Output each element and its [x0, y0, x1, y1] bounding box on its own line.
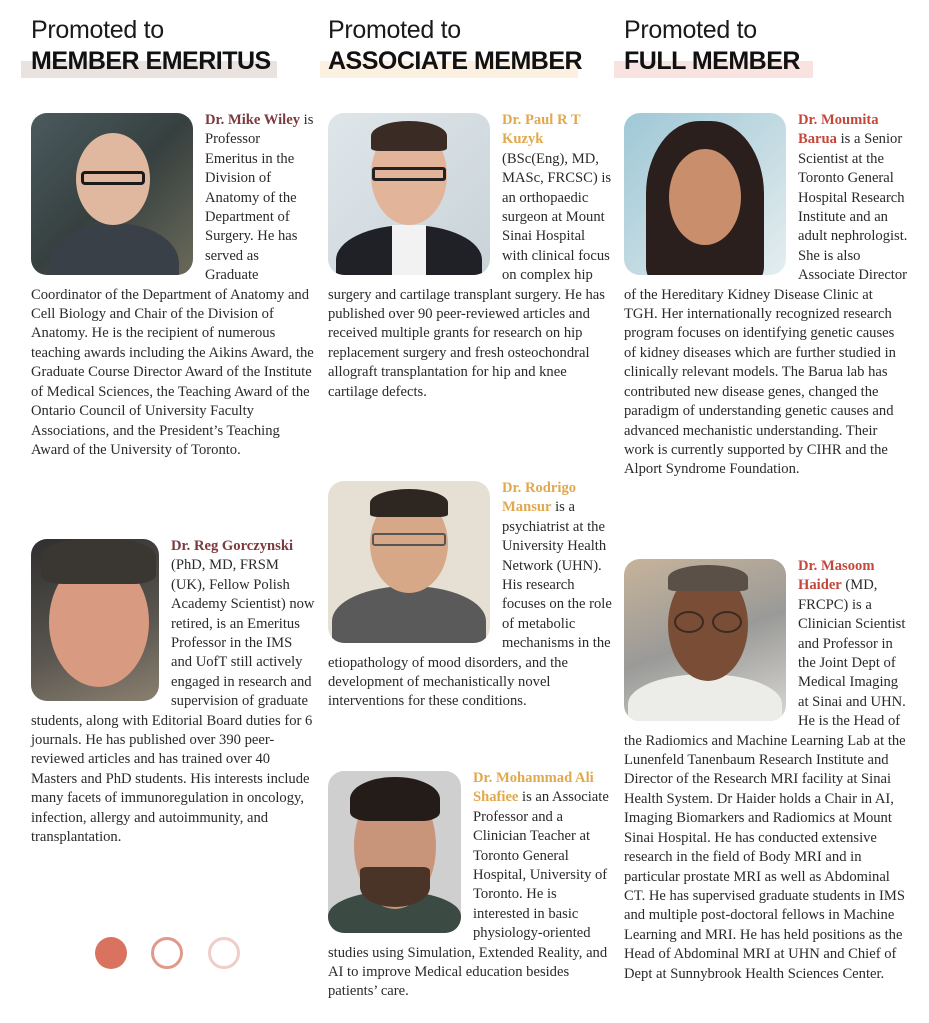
profile-entry [328, 479, 613, 712]
person-name: Dr. Moumita Barua [798, 112, 879, 148]
person-name: Dr. Mike Wiley [205, 112, 300, 128]
profile-photo [31, 539, 159, 701]
column-title: MEMBER EMERITUS [31, 47, 271, 75]
profile-photo [328, 113, 490, 275]
person-name: Dr. Rodrigo Mansur [502, 480, 577, 516]
page-dot[interactable] [208, 937, 240, 969]
person-name: Dr. Masoom Haider [798, 558, 875, 594]
page-dot-active[interactable] [95, 937, 127, 969]
person-bio: (MD, FRCPC) is a Clinician Scientist and Professor in the Joint Dept of Medical Imaging at Sinai and UHN. He is the Head of the Radiomics and Machine Learning Lab at the Lunenfeld Tanenbaum Research Institute and Director of the Research MRI facility at Sinai Health System. Dr Haider holds a Chair in AI, Imaging Biomarkers and Radiomics at Mount Sinai Hospital. He has conducted extensive research in the field of Body MRI and in particular prostate MRI as well as Abdominal CT. He has supervised graduate students in IMS and multiple post-doctoral fellows in Machine Learning and MRI. He has held positions as the Head of Abdominal MRI at UHN and Chief of Dept at Sunnybrook Health Sciences Center. [624, 577, 906, 982]
person-bio: is an Associate Professor and a Clinician Teacher at Toronto General Hospital, University of Toronto. He is interested in basic physiology-oriented studies using Simulation, Extended Reality, and AI to improve Medical education besides patients’ care. [328, 789, 609, 1000]
pagination-dots [95, 937, 255, 971]
profile-photo [328, 481, 490, 643]
profile-photo [624, 113, 786, 275]
person-bio: is Professor Emeritus in the Division of Anatomy of the Department of Surgery. He has served as Graduate Coordinator of the Department of Anatomy and Cell Biology and Chair of the Division of Anatomy. He is the recipient of numerous teaching awards including the Aikins Award, the Graduate Course Director Award of the Institute of Medical Sciences, the Teaching Award of the Ontario Council of University Faculty Associations, and the President’s Teaching Award of the University of Toronto. [31, 112, 314, 458]
column-title: FULL MEMBER [624, 47, 800, 75]
person-bio: (PhD, MD, FRSM (UK), Fellow Polish Academy Scientist) now retired, is an Emeritus Professor in the IMS and UofT still actively engaged in research and supervision of graduate students, along with Editorial Board duties for 6 journals. He has published over 390 peer-reviewed articles and has trained over 40 Masters and PhD students. His interests include many facets of immunoregulation in oncology, infection, allergy and autoimmunity, and transplantation. [31, 557, 315, 846]
person-bio: is a Senior Scientist at the Toronto General Hospital Research Institute and an adult nephrologist. She is also Associate Director of the Hereditary Kidney Disease Clinic at TGH. Her internationally recognized research program focuses on identifying genetic causes of kidney diseases which are further studied in clinically relevant models. The Barua lab has contributed new disease genes, changed the paradigm of understanding genetic causes and advanced mechanistic understanding. Their work is currently supported by CIHR and the Alport Syndrome Foundation. [624, 131, 908, 478]
person-name: Dr. Paul R T Kuzyk [502, 112, 581, 148]
profile-entry [624, 111, 909, 480]
profile-entry [624, 557, 909, 984]
page-dot[interactable] [151, 937, 183, 969]
column-prefix: Promoted to [624, 16, 757, 44]
person-name: Dr. Mohammad Ali Shafiee [473, 770, 594, 806]
profile-photo [328, 771, 461, 933]
column-title: ASSOCIATE MEMBER [328, 47, 583, 75]
profile-entry [328, 111, 613, 402]
profile-photo [31, 113, 193, 275]
profile-entry [31, 537, 316, 848]
column-prefix: Promoted to [328, 16, 461, 44]
column-prefix: Promoted to [31, 16, 164, 44]
person-bio: is a psychiatrist at the University Health Network (UHN). His research focuses on the role of metabolic mechanisms in the etiopathology of mood disorders, and the development of mechanistically novel interventions for these conditions. [328, 499, 612, 710]
person-bio: (BSc(Eng), MD, MASc, FRCSC) is an orthopaedic surgeon at Mount Sinai Hospital with clinical focus on complex hip surgery and cartilage transplant surgery. He has published over 90 peer-reviewed articles and received multiple grants for research on hip replacement surgery and fresh osteochondral allograft transplantation for hip and knee cartilage defects. [328, 150, 612, 400]
profile-photo [624, 559, 786, 721]
person-name: Dr. Reg Gorczynski [171, 538, 294, 554]
profile-entry [328, 769, 613, 1002]
profile-entry [31, 111, 316, 460]
